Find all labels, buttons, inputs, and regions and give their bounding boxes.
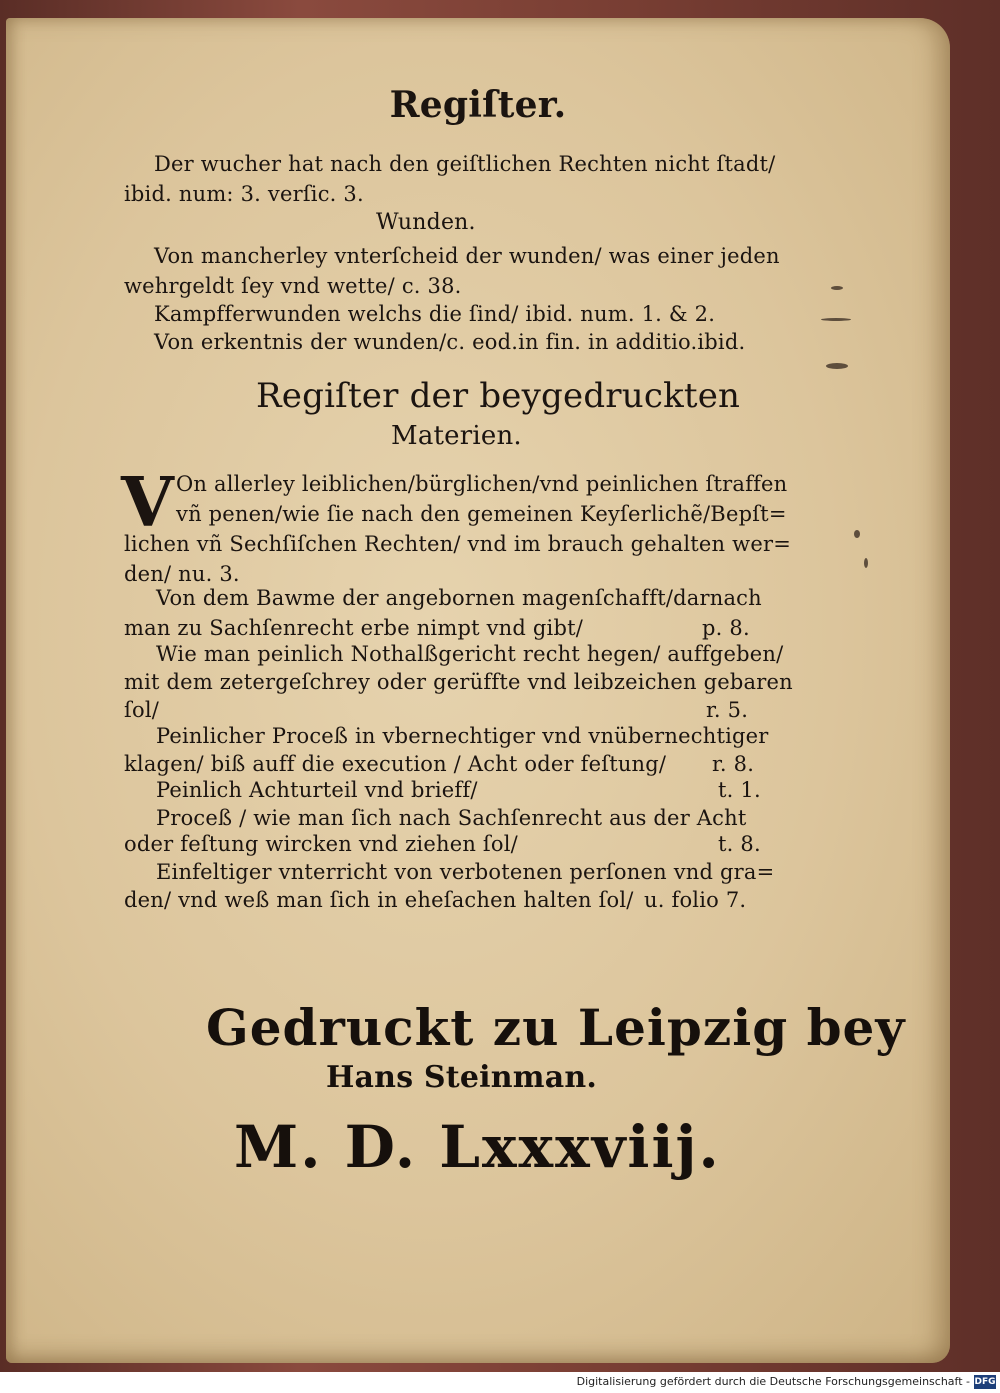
text-line: Einfeltiger vnterricht von verbotenen perſonen vnd gra= <box>156 860 775 884</box>
page-reference: t. 8. <box>718 832 761 856</box>
footer-credit: Digitalisierung gefördert durch die Deutsche Forschungsgemeinschaft - <box>576 1375 970 1388</box>
ink-speck <box>821 318 851 321</box>
colophon-printer-name: Hans Steinman. <box>326 1060 597 1095</box>
book-page <box>6 18 950 1363</box>
text-line: lichen vñ Sechſiſchen Rechten/ vnd im brauch gehalten wer= <box>124 532 791 556</box>
text-line: ſol/ <box>124 698 160 722</box>
text-line: man zu Sachſenrecht erbe nimpt vnd gibt/ <box>124 616 584 640</box>
text-line: ibid. num: 3. verſic. 3. <box>124 182 364 206</box>
page-reference: r. 8. <box>712 752 755 776</box>
page-content <box>6 18 950 1363</box>
ink-speck <box>831 286 843 290</box>
page-reference: t. 1. <box>718 778 761 802</box>
text-line: wehrgeldt ſey vnd wette/ c. 38. <box>124 274 462 298</box>
page-reference: r. 5. <box>706 698 749 722</box>
colophon-year: M. D. Lxxxviij. <box>234 1113 721 1181</box>
text-line: oder feſtung wircken vnd ziehen ſol/ <box>124 832 518 856</box>
page-reference: u. folio 7. <box>644 888 747 912</box>
text-line: Von dem Bawme der angebornen magenſchafft/darnach <box>156 586 762 610</box>
text-line: den/ vnd weß man ſich in eheſachen halten ſol/ <box>124 888 634 912</box>
text-line: Wie man peinlich Nothalßgericht recht hegen/ auffgeben/ <box>156 642 784 666</box>
page-reference: p. 8. <box>702 616 750 640</box>
text-line: klagen/ biß auff die execution / Acht oder feſtung/ <box>124 752 667 776</box>
heading-register: Regiſter. <box>389 84 567 126</box>
ink-speck <box>826 363 848 369</box>
text-line: Peinlicher Proceß in vbernechtiger vnd vnübernechtiger <box>156 724 769 748</box>
ink-speck <box>864 558 868 568</box>
text-line: mit dem zetergeſchrey oder gerüffte vnd leibzeichen gebaren <box>124 670 793 694</box>
text-line: Kampfferwunden welchs die ſind/ ibid. num. 1. & 2. <box>154 302 716 326</box>
drop-cap: V <box>121 463 174 543</box>
ink-speck <box>854 530 860 538</box>
text-line: On allerley leiblichen/bürglichen/vnd peinlichen ſtraffen <box>176 472 788 496</box>
dfg-logo-icon: DFG <box>974 1377 996 1387</box>
text-line: Proceß / wie man ſich nach Sachſenrecht aus der Acht <box>156 806 747 830</box>
text-line: Peinlich Achturteil vnd brieff/ <box>156 778 478 802</box>
footer-bar <box>0 1372 1000 1393</box>
colophon-printer-line: Gedruckt zu Leipzig bey <box>206 998 906 1057</box>
heading-register-beygedruckten: Regiſter der beygedruckten <box>256 376 741 416</box>
text-line: Von mancherley vnterſcheid der wunden/ was einer jeden <box>154 244 780 268</box>
text-line: vñ penen/wie ſie nach den gemeinen Keyſerlichẽ/Bepſt= <box>176 502 787 526</box>
text-line: den/ nu. 3. <box>124 562 240 586</box>
heading-materien: Materien. <box>391 421 522 451</box>
text-line: Von erkentnis der wunden/c. eod.in fin. in additio.ibid. <box>154 330 746 354</box>
text-line: Der wucher hat nach den geiſtlichen Rechten nicht ſtadt/ <box>154 152 776 176</box>
heading-wunden: Wunden. <box>376 210 476 235</box>
